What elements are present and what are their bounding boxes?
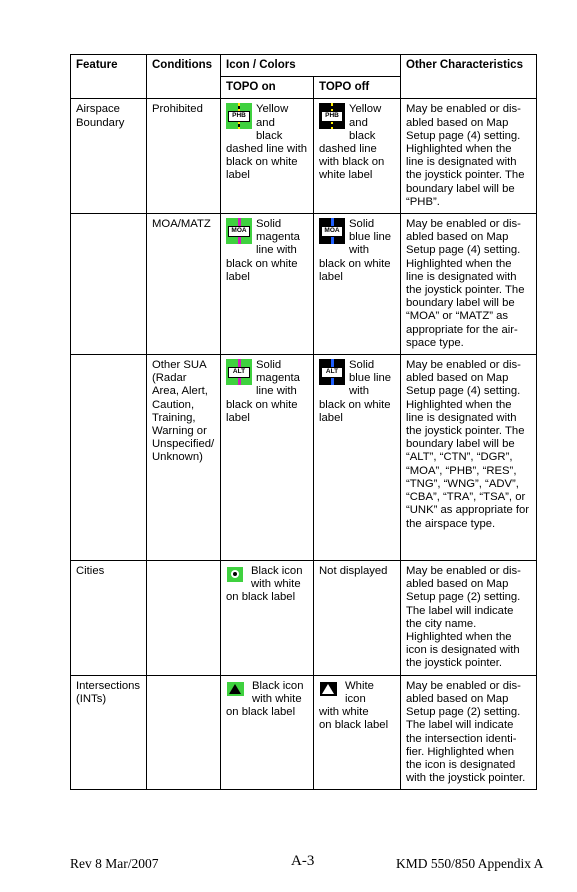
header-icon-colors: Icon / Colors bbox=[221, 55, 401, 77]
conditions-cell: MOA/MATZ bbox=[147, 214, 221, 355]
header-topo-on: TOPO on bbox=[221, 77, 314, 99]
other-cell: May be enabled or dis- abled based on Map Setup page (4) setting. Highlighted when the line is designated with the joystick pointer. The boundary label will be “ALT”, “CTN”, “DGR”, “MOA”, “PHB”, “RES”, “TNG”, “WNG”, “ADV”, “CBA”, “TRA”, “TSA”, or “UNK” as appropriate for the airspace type. bbox=[401, 355, 537, 561]
table-row bbox=[71, 99, 537, 214]
icon-label: MOA bbox=[321, 226, 343, 237]
footer-page-number: A-3 bbox=[291, 853, 315, 869]
table-row bbox=[71, 561, 537, 676]
sua-topo-on-icon bbox=[226, 359, 252, 385]
other-cell: May be enabled or dis- abled based on Map Setup page (4) setting. Highlighted when the line is designated with the joystick pointer. The boundary label will be “MOA” or “MATZ” as appropriate for the air- space type. bbox=[401, 214, 537, 355]
topo-on-cell bbox=[221, 99, 314, 214]
feature-cell bbox=[71, 214, 147, 355]
table-row bbox=[71, 214, 537, 355]
conditions-cell: Prohibited bbox=[147, 99, 221, 214]
feature-table bbox=[70, 54, 537, 790]
header-row bbox=[71, 55, 537, 77]
icon-label: PHB bbox=[228, 111, 250, 122]
icon-label: ALT bbox=[228, 367, 250, 378]
header-feature: Feature bbox=[71, 55, 147, 99]
other-cell: May be enabled or dis- abled based on Map Setup page (2) setting. The label will indicate the city name. Highlighted when the icon is designated with the joystick pointer. bbox=[401, 561, 537, 676]
feature-cell: Intersections (INTs) bbox=[71, 675, 147, 790]
icon-label: MOA bbox=[228, 226, 250, 237]
topo-off-text: Solid blue line with black on white label bbox=[319, 359, 392, 424]
topo-off-cell bbox=[314, 355, 401, 561]
topo-on-text: Yellow and black dashed line with black on white label bbox=[226, 103, 308, 182]
topo-off-cell bbox=[314, 675, 401, 790]
intersection-icon bbox=[320, 682, 337, 696]
other-cell: May be enabled or dis- abled based on Map Setup page (4) setting. Highlighted when the line is designated with the joystick pointer. The boundary label will be “PHB”. bbox=[401, 99, 537, 214]
feature-cell: Cities bbox=[71, 561, 147, 676]
topo-on-text: Black icon with white on black label bbox=[226, 679, 304, 719]
footer-document-title: KMD 550/850 Appendix A bbox=[396, 856, 544, 871]
city-dot-icon bbox=[231, 570, 239, 578]
topo-on-text: Black icon with white on black label bbox=[226, 565, 303, 604]
topo-on-cell bbox=[221, 355, 314, 561]
header-other: Other Characteristics bbox=[401, 55, 537, 99]
header-conditions: Conditions bbox=[147, 55, 221, 99]
prohibited-topo-off-icon bbox=[319, 103, 345, 129]
topo-off-text: Yellow and black dashed line with black on white label bbox=[319, 103, 385, 182]
conditions-cell bbox=[147, 561, 221, 676]
prohibited-topo-on-icon bbox=[226, 103, 252, 129]
table-row bbox=[71, 675, 537, 790]
city-icon bbox=[227, 567, 243, 582]
footer-revision: Rev 8 Mar/2007 bbox=[70, 856, 159, 871]
feature-cell bbox=[71, 355, 147, 561]
feature-cell: Airspace Boundary bbox=[71, 99, 147, 214]
topo-on-text: Solid magenta line with black on white label bbox=[226, 359, 300, 424]
topo-on-cell bbox=[221, 561, 314, 676]
triangle-icon bbox=[229, 684, 241, 694]
topo-on-cell bbox=[221, 214, 314, 355]
table-row bbox=[71, 355, 537, 561]
sua-topo-off-icon bbox=[319, 359, 345, 385]
icon-label: PHB bbox=[321, 111, 343, 122]
conditions-cell: Other SUA (Radar Area, Alert, Caution, Training, Warning or Unspecified/ Unknown) bbox=[147, 355, 221, 561]
topo-off-cell bbox=[314, 99, 401, 214]
topo-off-cell bbox=[314, 214, 401, 355]
topo-off-text: Solid blue line with black on white label bbox=[319, 218, 392, 283]
intersection-icon bbox=[227, 682, 244, 696]
triangle-icon bbox=[322, 684, 334, 694]
conditions-cell bbox=[147, 675, 221, 790]
topo-on-text: Solid magenta line with black on white label bbox=[226, 218, 300, 283]
topo-off-text: White icon with white on black label bbox=[319, 679, 389, 732]
topo-on-cell bbox=[221, 675, 314, 790]
other-cell: May be enabled or dis- abled based on Map Setup page (2) setting. The label will indicate the intersection identi- fier. Highlighted when the icon is designated with the joystick pointer. bbox=[401, 675, 537, 790]
moa-topo-on-icon bbox=[226, 218, 252, 244]
moa-topo-off-icon bbox=[319, 218, 345, 244]
icon-label: ALT bbox=[321, 367, 343, 378]
header-topo-off: TOPO off bbox=[314, 77, 401, 99]
topo-off-cell: Not displayed bbox=[314, 561, 401, 676]
